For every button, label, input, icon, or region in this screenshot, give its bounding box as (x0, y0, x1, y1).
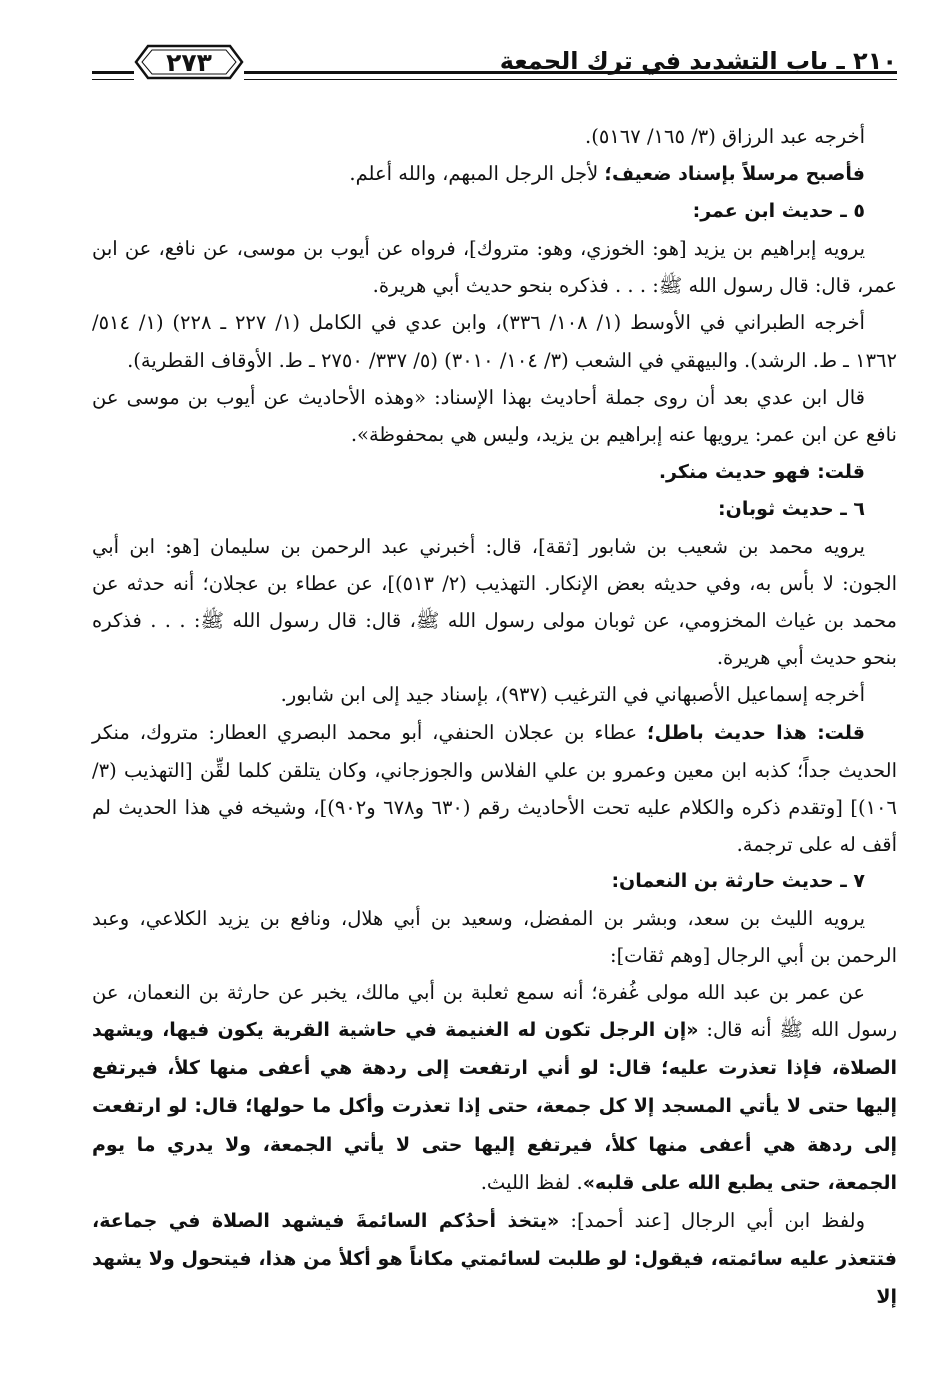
paragraph (92, 900, 897, 974)
bold-text: قلت: هذا حديث باطل؛ (646, 721, 865, 744)
text-run: . لفظ الليث. (480, 1170, 583, 1194)
paragraph (92, 155, 897, 193)
text-run: أخرجه إسماعيل الأصبهاني في الترغيب (٩٣٧)، بإسناد جيد إلى ابن شابور. (280, 683, 865, 707)
bold-text: فأصبح مرسلاً بإسناد ضعيف؛ (604, 163, 865, 186)
bold-text: قلت: فهو حديث منكر. (658, 460, 865, 483)
main-text (92, 118, 897, 1316)
paragraph (92, 714, 897, 863)
paragraph (92, 453, 897, 491)
page-number: ٢٧٣ (166, 47, 212, 77)
paragraph (92, 1202, 897, 1316)
bold-text: ٦ ـ حديث ثوبان: (718, 497, 865, 520)
text-run: أخرجه الطبراني في الأوسط (١/ ١٠٨/ ٣٣٦)، وابن عدي في الكامل (١/ ٢٢٧ ـ ٢٢٨) (١/ ٥١٤/ ١٣٦٢ ـ ط. الرشد). والبيهقي في الشعب (٣/ ١٠٤/ ٣٠١٠) (٥/ ٣٣٧/ ٢٧٥٠ ـ ط. الأوقاف القطرية). (92, 311, 897, 372)
paragraph (92, 528, 897, 676)
section-heading (92, 491, 897, 528)
paragraph (92, 379, 897, 453)
paragraph (92, 974, 897, 1202)
text-run: أخرجه عبد الرزاق (٣/ ١٦٥/ ٥١٦٧). (585, 125, 865, 148)
bold-text: «يتخذ أحدُكم السائمةَ فيشهد الصلاة في جماعة، فتتعذر عليه سائمته، فيقول: لو طلبت لسائمتي مكاناً هو أكلأ من هذا، فيتحول ولا يشهد إلا (92, 1209, 897, 1308)
paragraph (92, 230, 897, 304)
bold-text: ٥ ـ حديث ابن عمر: (692, 200, 865, 223)
section-heading (92, 193, 897, 230)
bold-text: «إن الرجل تكون له الغنيمة في حاشية القرية يكون فيها، ويشهد الصلاة، فإذا تعذرت عليه؛ قال: لو أني ارتفعت إلى ردهة هي أعفى منها كلأ، فيرتفع إليها حتى لا يأتي المسجد إلا كل جمعة، حتى إذا تعذرت وأكل ما حولها؛ قال: لو ارتفعت إلى ردهة هي أعفى منها كلأ، فيرتفع إليها حتى لا يأتي الجمعة، ولا يدري ما يوم الجمعة، حتى يطبع الله على قلبه» (92, 1019, 897, 1194)
text-run: عن عمر بن عبد الله مولى غُفرة؛ أنه سمع ثعلبة بن أبي مالك، يخبر عن حارثة بن النعمان، عن رسول الله ﷺ أنه قال: (92, 981, 897, 1042)
text-run: لأجل الرجل المبهم، والله أعلم. (349, 162, 605, 186)
text-run: يرويه الليث بن سعد، وبشر بن المفضل، وسعيد بن أبي هلال، ونافع بن يزيد الكلاعي، وعبد الرحمن بن أبي الرجال [وهم ثقات]: (92, 906, 897, 968)
paragraph (92, 676, 897, 713)
text-run: ولفظ ابن أبي الرجال [عند أحمد]: (559, 1208, 865, 1232)
chapter-title: ٢١٠ ـ باب التشديد في ترك الجمعة (499, 47, 897, 75)
paragraph (92, 304, 897, 378)
page-number-badge (134, 42, 244, 82)
text-run: يرويه إبراهيم بن يزيد [هو: الخوزي، وهو: متروك]، فرواه عن أيوب بن موسى، عن نافع، عن ابن عمر، قال: قال رسول الله ﷺ: . . . فذكره بنحو حديث أبي هريرة. (92, 237, 897, 298)
text-run: عطاء بن عجلان الحنفي، أبو محمد البصري العطار: متروك، منكر الحديث جداً؛ كذبه ابن معين وعمرو بن علي الفلاس والجوزجاني، وكان يتلقن كلما لقِّن [التهذيب (٣/ ١٠٦)] [وتقدم ذكره والكلام عليه تحت الأحاديث رقم (٦٣٠ و٦٧٨ و٩٠٢)]، وشيخه في هذا الحديث لم أقف له على ترجمة. (92, 720, 897, 856)
text-run: قال ابن عدي بعد أن روى جملة أحاديث بهذا الإسناد: «وهذه الأحاديث عن أيوب بن موسى عن نافع عن ابن عمر: يرويها عنه إبراهيم بن يزيد، وليس هي بمحفوظة». (92, 385, 897, 446)
header-rule-left (92, 71, 140, 80)
paragraph (92, 118, 897, 155)
section-heading (92, 863, 897, 900)
bold-text: ٧ ـ حديث حارثة بن النعمان: (611, 869, 865, 892)
page-header (92, 42, 897, 94)
text-run: يرويه محمد بن شعيب بن شابور [ثقة]، قال: أخبرني عبد الرحمن بن سليمان [هو: ابن أبي الجون: لا بأس به، وفي حديثه بعض الإنكار. التهذيب (٢/ ٥١٣)]، عن عطاء بن عجلان؛ أنه حدثه عن محمد بن غياث المخزومي، عن ثوبان مولى رسول الله ﷺ، قال: قال رسول الله ﷺ: . . . فذكره بنحو حديث أبي هريرة. (92, 535, 898, 670)
